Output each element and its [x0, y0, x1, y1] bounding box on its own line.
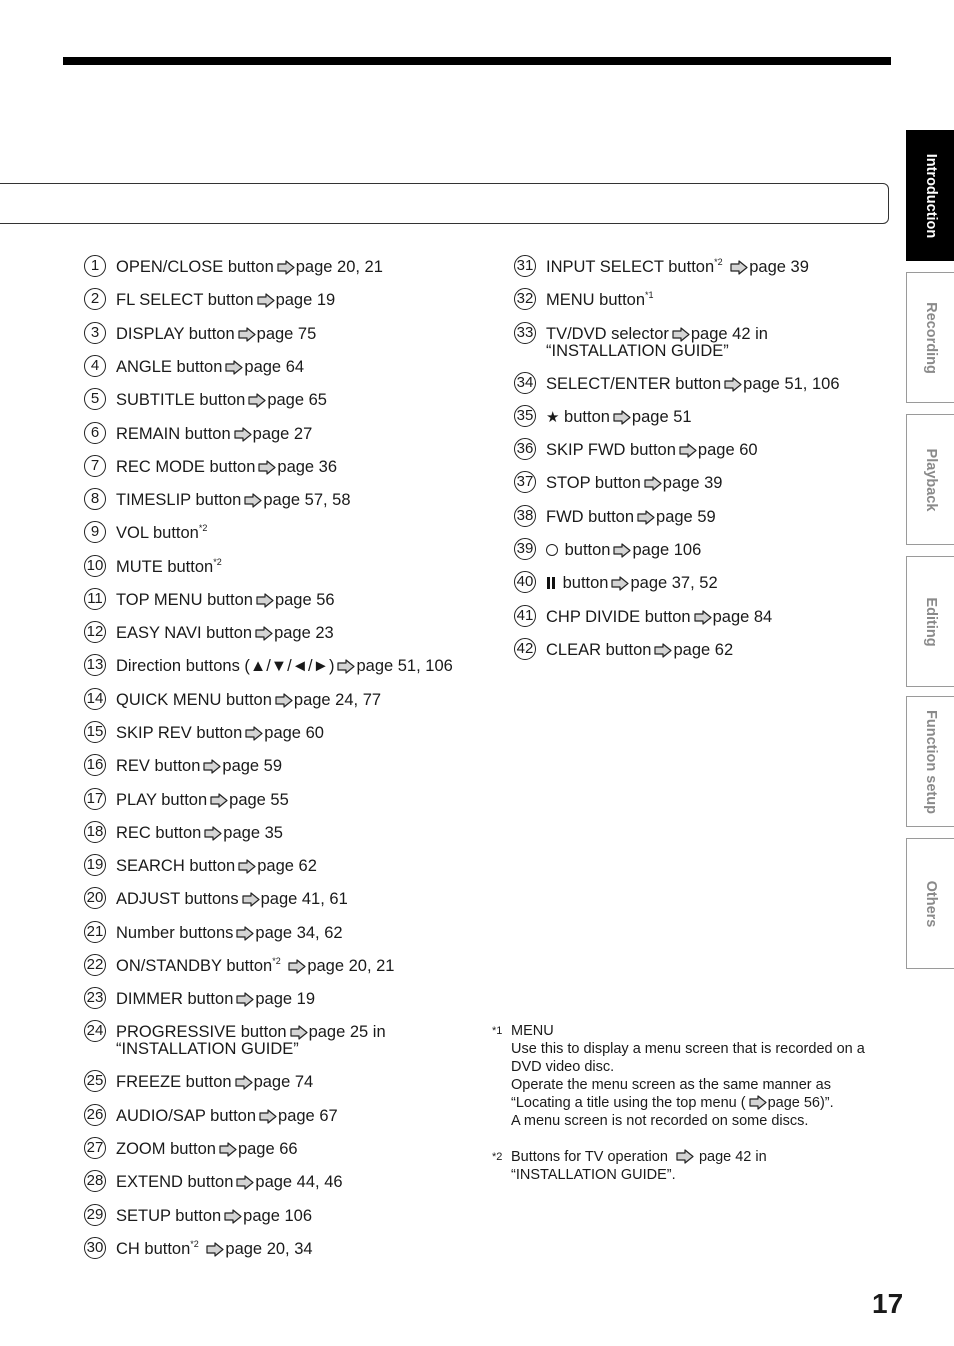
page-arrow-icon: [255, 626, 273, 641]
item-text: [116, 259, 383, 276]
item-text: [116, 525, 207, 542]
tab-label: Function setup: [922, 709, 939, 814]
page-reference: page 84: [712, 608, 773, 626]
page-reference: page 19: [275, 291, 336, 309]
item-text: [546, 326, 768, 343]
tab-playback[interactable]: [906, 414, 954, 545]
item-text: [116, 592, 335, 609]
page-reference: page 23: [274, 624, 334, 642]
page-reference: page 20, 34: [225, 1240, 313, 1258]
footnote-text: Operate the menu screen as the same manner as “Locating a title using the top menu ( page 56)”.: [511, 1077, 834, 1111]
item-label: STOP button: [546, 474, 641, 492]
item-label: PROGRESSIVE button: [116, 1023, 287, 1041]
item-number-circle: 8: [84, 488, 106, 510]
footnote-text: Buttons for TV operation page 42 in: [511, 1149, 767, 1165]
page-reference: page 36: [277, 458, 338, 476]
page-reference: page 51, 106: [356, 657, 453, 675]
page-arrow-icon: [613, 410, 631, 425]
item-label: button: [564, 408, 610, 426]
page-arrow-icon: [694, 610, 712, 625]
item-label: CLEAR button: [546, 641, 652, 659]
item-number-circle: 19: [84, 854, 106, 876]
tab-label: Playback: [922, 448, 939, 511]
item-label: TOP MENU button: [116, 591, 253, 609]
circle-icon: [546, 544, 558, 556]
tab-introduction[interactable]: [906, 130, 954, 261]
page-reference: page 41, 61: [260, 890, 348, 908]
item-text: [116, 792, 289, 809]
item-number-circle: 17: [84, 788, 106, 810]
item-text: [546, 259, 809, 276]
page-reference: page 27: [252, 425, 313, 443]
item-label: SETUP button: [116, 1207, 222, 1225]
item-number-circle: 36: [514, 438, 536, 460]
page-reference: page 59: [656, 508, 716, 526]
page-arrow-icon: [637, 510, 655, 525]
item-label: SELECT/ENTER button: [546, 375, 722, 393]
item-text: [116, 1108, 338, 1125]
item-text: [116, 958, 394, 975]
page-reference: page 39: [749, 258, 809, 276]
item-label: ON/STANDBY button: [116, 957, 273, 975]
item-number-circle: 23: [84, 987, 106, 1009]
page-arrow-icon: [654, 643, 672, 658]
item-label: REC button: [116, 824, 202, 842]
item-number-circle: 24: [84, 1020, 106, 1042]
page-reference: page 57, 58: [263, 491, 351, 509]
page-reference: page 20, 21: [307, 957, 395, 975]
page-reference: page 60: [697, 441, 758, 459]
page-reference: page 106: [243, 1207, 312, 1225]
page-reference: page 44, 46: [255, 1173, 343, 1191]
item-text: [546, 442, 758, 459]
item-text: [116, 991, 315, 1008]
page-reference: page 42 in: [690, 325, 768, 343]
item-label: Direction buttons (▲/▼/◄/►): [116, 657, 335, 675]
footnote-title: MENU: [511, 1023, 554, 1039]
item-number-circle: 1: [84, 255, 106, 277]
item-number-circle: 16: [84, 754, 106, 776]
tab-label: Introduction: [922, 153, 939, 238]
item-label: ADJUST buttons: [116, 890, 239, 908]
footnote-text: A menu screen is not recorded on some discs.: [511, 1113, 809, 1129]
item-text: [116, 559, 222, 576]
item-label: PLAY button: [116, 791, 208, 809]
item-label: CH button: [116, 1240, 191, 1258]
top-rule: [63, 57, 891, 65]
footnote-ref: *2: [198, 523, 208, 533]
page-reference: page 20, 21: [295, 258, 383, 276]
item-label: button: [564, 541, 611, 559]
item-number-circle: 27: [84, 1137, 106, 1159]
page-arrow-icon: [258, 460, 276, 475]
item-text: [116, 891, 348, 908]
page-arrow-icon: [206, 1242, 224, 1257]
page-arrow-icon: [257, 293, 275, 308]
tab-label: Editing: [922, 596, 939, 647]
page-reference: page 39: [662, 474, 723, 492]
page-reference: page 64: [244, 358, 305, 376]
footnote-ref: *2: [190, 1239, 199, 1249]
item-number-circle: 38: [514, 505, 536, 527]
item-number-circle: 41: [514, 605, 536, 627]
page-arrow-icon: [244, 493, 262, 508]
footnote-text: Use this to display a menu screen that is recorded on a DVD video disc.: [511, 1041, 865, 1075]
item-label: REMAIN button: [116, 425, 231, 443]
page-arrow-icon: [275, 693, 293, 708]
item-label: FWD button: [546, 508, 635, 526]
item-label: SKIP REV button: [116, 724, 243, 742]
item-number-circle: 11: [84, 588, 106, 610]
page-arrow-icon: [730, 260, 748, 275]
page-reference: page 59: [222, 757, 283, 775]
page-arrow-icon: [242, 892, 260, 907]
page-arrow-icon: [219, 1142, 237, 1157]
page-arrow-icon: [210, 793, 228, 808]
item-number-circle: 25: [84, 1070, 106, 1092]
page-arrow-icon: [256, 593, 274, 608]
item-text: [546, 475, 722, 492]
page-arrow-icon: [236, 992, 254, 1007]
page-arrow-icon: [672, 327, 690, 342]
page-reference: page 62: [673, 641, 734, 659]
item-label: FREEZE button: [116, 1073, 232, 1091]
item-number-circle: 28: [84, 1170, 106, 1192]
item-label: TV/DVD selector: [546, 325, 669, 343]
page-reference: page 67: [278, 1107, 338, 1125]
page-arrow-icon: [611, 576, 629, 591]
item-number-circle: 10: [84, 555, 106, 577]
item-text: [546, 609, 772, 626]
item-text: [116, 1141, 298, 1158]
item-text: [116, 426, 312, 443]
pause-icon: [546, 577, 556, 589]
item-number-circle: 5: [84, 388, 106, 410]
item-text: [116, 1241, 313, 1258]
page-reference: page 56: [274, 591, 335, 609]
item-number-circle: 30: [84, 1237, 106, 1259]
tab-label: Others: [922, 880, 939, 927]
page-arrow-icon: [724, 377, 742, 392]
item-number-circle: 15: [84, 721, 106, 743]
item-label: OPEN/CLOSE button: [116, 258, 274, 276]
page-arrow-icon: [613, 543, 631, 558]
page-arrow-icon: [238, 859, 256, 874]
item-label-continued: “INSTALLATION GUIDE”: [116, 1040, 299, 1058]
page-arrow-icon: [749, 1095, 767, 1110]
item-number-circle: 9: [84, 521, 106, 543]
item-label: VOL button: [116, 524, 199, 542]
page-reference: page 25 in: [308, 1023, 386, 1041]
page-arrow-icon: [290, 1025, 308, 1040]
item-text: [116, 1074, 313, 1091]
item-number-circle: 39: [514, 538, 536, 560]
page-arrow-icon: [679, 443, 697, 458]
page-reference: page 65: [267, 391, 327, 409]
item-label: SKIP FWD button: [546, 441, 676, 459]
page-arrow-icon: [288, 959, 306, 974]
item-number-circle: 6: [84, 422, 106, 444]
page-arrow-icon: [245, 726, 263, 741]
page-arrow-icon: [225, 360, 243, 375]
item-text: [116, 392, 327, 409]
item-text: [116, 492, 351, 509]
page-arrow-icon: [248, 393, 266, 408]
item-text: [116, 1174, 343, 1191]
item-label: Number buttons: [116, 924, 234, 942]
item-text: [116, 1024, 386, 1041]
item-text: [116, 758, 282, 775]
item-label: QUICK MENU button: [116, 691, 272, 709]
footnotes: [492, 1022, 892, 1202]
tab-others[interactable]: [906, 838, 954, 969]
item-number-circle: 12: [84, 621, 106, 643]
item-text: [546, 542, 701, 559]
item-text: [116, 625, 334, 642]
item-number-circle: 37: [514, 471, 536, 493]
item-number-circle: 33: [514, 322, 536, 344]
item-text: [546, 409, 692, 426]
item-number-circle: 40: [514, 571, 536, 593]
item-number-circle: 14: [84, 688, 106, 710]
item-label: EXTEND button: [116, 1173, 234, 1191]
item-text: [546, 575, 718, 592]
footnote-2: [492, 1148, 892, 1184]
item-label: ZOOM button: [116, 1140, 216, 1158]
tab-label: Recording: [922, 301, 939, 374]
item-number-circle: 42: [514, 638, 536, 660]
item-label: REC MODE button: [116, 458, 256, 476]
item-number-circle: 3: [84, 322, 106, 344]
page-arrow-icon: [224, 1209, 242, 1224]
page-arrow-icon: [235, 1075, 253, 1090]
footnote-mark: *1: [492, 1025, 503, 1037]
page-reference: page 24, 77: [293, 691, 382, 709]
item-text: [116, 725, 324, 742]
item-number-circle: 32: [514, 288, 536, 310]
page-reference: page 51, 106: [743, 375, 840, 393]
star-icon: ★: [546, 409, 560, 426]
item-label: DIMMER button: [116, 990, 234, 1008]
section-header-box: [0, 183, 889, 224]
footnote-ref: *2: [213, 557, 222, 567]
item-label: CHP DIVIDE button: [546, 608, 691, 626]
page-arrow-icon: [236, 926, 254, 941]
item-label: EASY NAVI button: [116, 624, 253, 642]
item-text: [116, 658, 453, 675]
footnote-mark: *2: [492, 1151, 503, 1163]
page-arrow-icon: [204, 826, 222, 841]
page-arrow-icon: [259, 1109, 277, 1124]
page-reference: page 74: [253, 1073, 314, 1091]
item-text: [116, 359, 304, 376]
item-text: [546, 292, 654, 309]
page-arrow-icon: [337, 659, 355, 674]
item-text: [116, 925, 343, 942]
page-reference: page 34, 62: [255, 924, 343, 942]
item-number-circle: 34: [514, 372, 536, 394]
item-text: [546, 642, 733, 659]
page-arrow-icon: [234, 427, 252, 442]
item-number-circle: 18: [84, 821, 106, 843]
page-reference: page 75: [256, 325, 317, 343]
item-label: SEARCH button: [116, 857, 236, 875]
footnote-1: [492, 1022, 892, 1130]
item-number-circle: 26: [84, 1104, 106, 1126]
item-text: [116, 825, 283, 842]
item-label: button: [562, 574, 609, 592]
footnote-ref: *2: [272, 956, 281, 966]
footnote-text: “INSTALLATION GUIDE”.: [511, 1167, 676, 1183]
item-number-circle: 13: [84, 654, 106, 676]
item-number-circle: 2: [84, 288, 106, 310]
page-arrow-icon: [676, 1149, 694, 1164]
page-arrow-icon: [644, 476, 662, 491]
item-label: MUTE button: [116, 558, 214, 576]
item-label: MENU button: [546, 291, 646, 309]
page-reference: page 66: [237, 1140, 298, 1158]
item-label-continued: “INSTALLATION GUIDE”: [546, 342, 729, 360]
item-text: [116, 692, 381, 709]
item-text: [546, 376, 840, 393]
item-text: [116, 459, 337, 476]
item-number-circle: 35: [514, 405, 536, 427]
item-number-circle: 4: [84, 355, 106, 377]
item-number-circle: 7: [84, 455, 106, 477]
item-label: FL SELECT button: [116, 291, 254, 309]
page-arrow-icon: [238, 327, 256, 342]
page-reference: page 37, 52: [630, 574, 718, 592]
item-label: TIMESLIP button: [116, 491, 242, 509]
tab-editing[interactable]: [906, 556, 954, 687]
item-number-circle: 22: [84, 954, 106, 976]
footnote-ref: *2: [714, 257, 723, 267]
item-number-circle: 21: [84, 921, 106, 943]
page-reference: page 106: [632, 541, 702, 559]
footnote-ref: *1: [645, 290, 654, 300]
item-text: [116, 326, 316, 343]
item-label: DISPLAY button: [116, 325, 235, 343]
page-reference: page 55: [229, 791, 289, 809]
item-text: [116, 292, 335, 309]
page-reference: page 62: [257, 857, 317, 875]
item-label: REV button: [116, 757, 201, 775]
item-text: [116, 858, 317, 875]
page-reference: page 51: [631, 408, 692, 426]
page-reference: page 60: [264, 724, 324, 742]
item-number-circle: 29: [84, 1204, 106, 1226]
tab-recording[interactable]: [906, 272, 954, 403]
item-label: AUDIO/SAP button: [116, 1107, 257, 1125]
item-number-circle: 31: [514, 255, 536, 277]
page-reference: page 35: [223, 824, 283, 842]
item-text: [116, 1208, 312, 1225]
item-label: SUBTITLE button: [116, 391, 246, 409]
page-arrow-icon: [236, 1175, 254, 1190]
page-reference: page 19: [255, 990, 316, 1008]
page-arrow-icon: [203, 759, 221, 774]
tab-function-setup[interactable]: [906, 696, 954, 827]
item-number-circle: 20: [84, 887, 106, 909]
item-label: ANGLE button: [116, 358, 223, 376]
item-label: INPUT SELECT button: [546, 258, 715, 276]
page-number: 17: [872, 1288, 904, 1319]
item-text: [546, 509, 716, 526]
page-arrow-icon: [277, 260, 295, 275]
